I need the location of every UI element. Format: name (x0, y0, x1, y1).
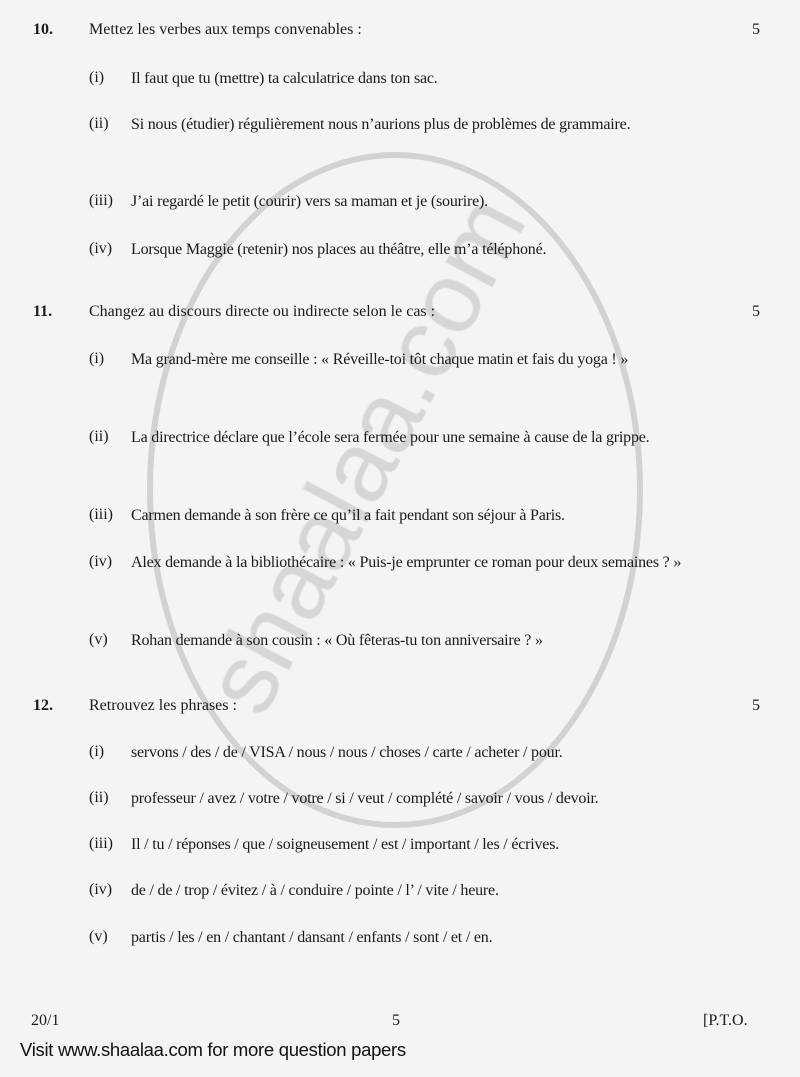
question-marks: 5 (752, 697, 760, 714)
item-text: Il faut que tu (mettre) ta calculatrice dans ton sac. (131, 70, 438, 87)
item-text: La directrice déclare que l’école sera fermée pour une semaine à cause de la grippe. (131, 429, 650, 446)
item-label: (v) (89, 631, 108, 648)
item-label: (iv) (89, 240, 113, 257)
question-number: 12. (33, 697, 53, 714)
item-text: Carmen demande à son frère ce qu’il a fait pendant son séjour à Paris. (131, 507, 565, 524)
item-label: (iv) (89, 881, 113, 898)
item-text: Lorsque Maggie (retenir) nos places au théâtre, elle m’a téléphoné. (131, 241, 547, 258)
item-label: (i) (89, 350, 105, 367)
item-label: (ii) (89, 115, 109, 132)
question-title: Changez au discours directe ou indirecte selon le cas : (89, 303, 436, 320)
visit-banner: Visit www.shaalaa.com for more question papers (20, 1039, 406, 1060)
item-label: (iii) (89, 506, 113, 523)
item-text: partis / les / en / chantant / dansant / enfants / sont / et / en. (131, 929, 493, 946)
item-text: Rohan demande à son cousin : « Où fêteras-tu ton anniversaire ? » (131, 632, 543, 649)
item-label: (i) (89, 69, 105, 86)
question-marks: 5 (752, 21, 760, 38)
question-title: Mettez les verbes aux temps convenables : (89, 21, 362, 38)
item-text: professeur / avez / votre / votre / si / veut / complété / savoir / vous / devoir. (131, 790, 599, 807)
item-text: servons / des / de / VISA / nous / nous / choses / carte / acheter / pour. (131, 744, 563, 761)
page-number: 5 (392, 1012, 400, 1029)
item-label: (v) (89, 928, 108, 945)
item-label: (iv) (89, 553, 113, 570)
question-marks: 5 (752, 303, 760, 320)
item-text: de / de / trop / évitez / à / conduire / pointe / l’ / vite / heure. (131, 882, 499, 899)
item-text: Si nous (étudier) régulièrement nous n’aurions plus de problèmes de grammaire. (131, 116, 631, 133)
item-label: (i) (89, 743, 105, 760)
item-text: Il / tu / réponses / que / soigneusement / est / important / les / écrives. (131, 836, 560, 853)
item-label: (iii) (89, 835, 113, 852)
item-label: (iii) (89, 192, 113, 209)
item-text: J’ai regardé le petit (courir) vers sa maman et je (sourire). (131, 193, 488, 210)
item-label: (ii) (89, 789, 109, 806)
please-turn-over: [P.T.O. (703, 1012, 748, 1029)
question-number: 10. (33, 21, 53, 38)
item-text: Alex demande à la bibliothécaire : « Puis-je emprunter ce roman pour deux semaines ? » (131, 554, 682, 571)
paper-code: 20/1 (31, 1012, 60, 1029)
item-label: (ii) (89, 428, 109, 445)
question-number: 11. (33, 303, 53, 320)
item-text: Ma grand-mère me conseille : « Réveille-toi tôt chaque matin et fais du yoga ! » (131, 351, 629, 368)
question-title: Retrouvez les phrases : (89, 697, 237, 714)
